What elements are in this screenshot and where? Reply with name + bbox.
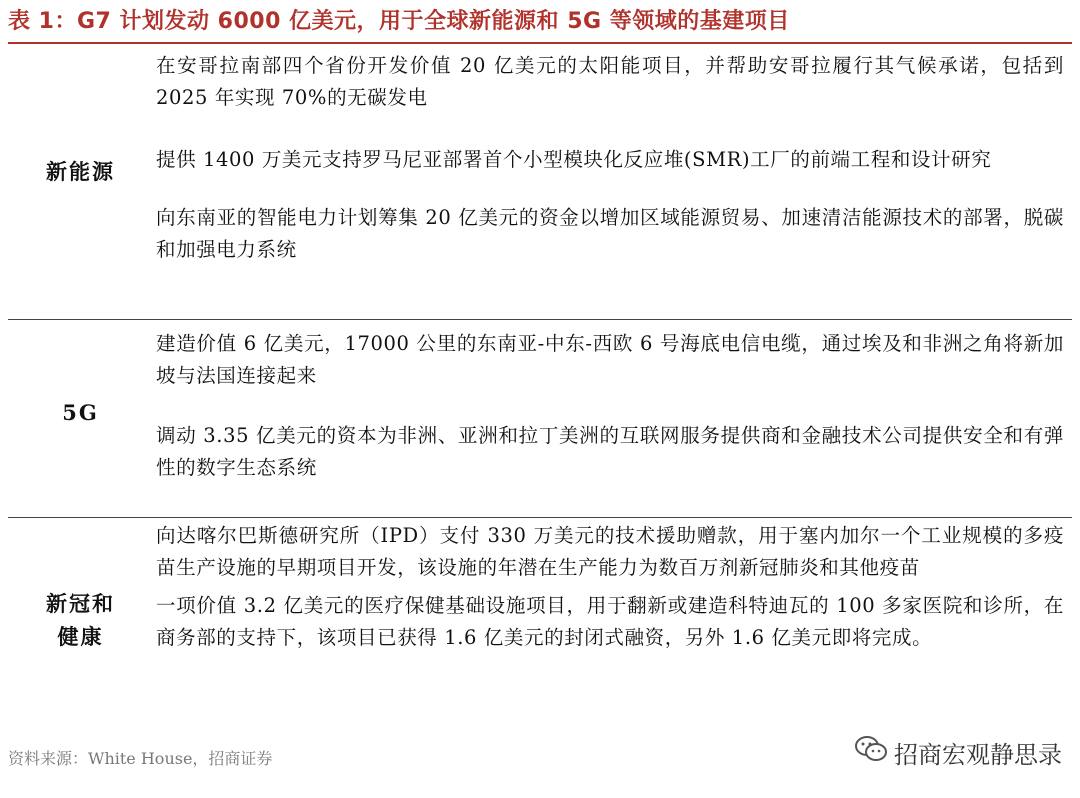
title-rule [8, 42, 1072, 44]
row-divider [8, 319, 1072, 320]
category-label: 5G [62, 399, 99, 425]
list-item: 提供 1400 万美元支持罗马尼亚部署首个小型模块化反应堆(SMR)工厂的前端工程和设计研究 [156, 148, 992, 171]
source-note: 资料来源：White House，招商证券 [8, 749, 273, 768]
item-list [156, 520, 1064, 654]
watermark-text: 招商宏观静思录 [894, 740, 1062, 769]
wechat-icon [854, 734, 888, 770]
row-divider [8, 517, 1072, 518]
list-item: 在安哥拉南部四个省份开发价值 20 亿美元的太阳能项目，并帮助安哥拉履行其气候承诺，包括到 2025 年实现 70%的无碳发电 [156, 54, 1064, 109]
section-new-energy [8, 48, 1072, 316]
list-item: 一项价值 3.2 亿美元的医疗保健基础设施项目，用于翻新或建造科特迪瓦的 100 多家医院和诊所，在商务部的支持下，该项目已获得 1.6 亿美元的封闭式融资，另外 1.6 亿美元即将完成。 [156, 594, 1064, 649]
list-item: 向东南亚的智能电力计划筹集 20 亿美元的资金以增加区域能源贸易、加速清洁能源技术的部署，脱碳和加强电力系统 [156, 206, 1064, 261]
watermark [854, 732, 1062, 772]
list-item: 建造价值 6 亿美元，17000 公里的东南亚-中东-西欧 6 号海底电信电缆，通过埃及和非洲之角将新加坡与法国连接起来 [156, 332, 1064, 387]
list-item: 向达喀尔巴斯德研究所（IPD）支付 330 万美元的技术援助赠款，用于塞内加尔一个工业规模的多疫苗生产设施的早期项目开发，该设施的年潜在生产能力为数百万剂新冠肺炎和其他疫苗 [156, 524, 1064, 579]
item-list [156, 322, 1064, 484]
category-label [8, 520, 153, 720]
table-title: 表 1：G7 计划发动 6000 亿美元，用于全球新能源和 5G 等领域的基建项目 [8, 9, 790, 34]
section-covid-health [8, 520, 1072, 726]
category-label: 新能源 [46, 158, 115, 184]
category-label-line: 新冠和 [46, 591, 115, 616]
item-list [156, 48, 1064, 266]
list-item: 调动 3.35 亿美元的资本为非洲、亚洲和拉丁美洲的互联网服务提供商和金融技术公司提供安全和有弹性的数字生态系统 [156, 424, 1064, 479]
section-5g [8, 322, 1072, 518]
category-label-line: 健康 [57, 624, 104, 649]
